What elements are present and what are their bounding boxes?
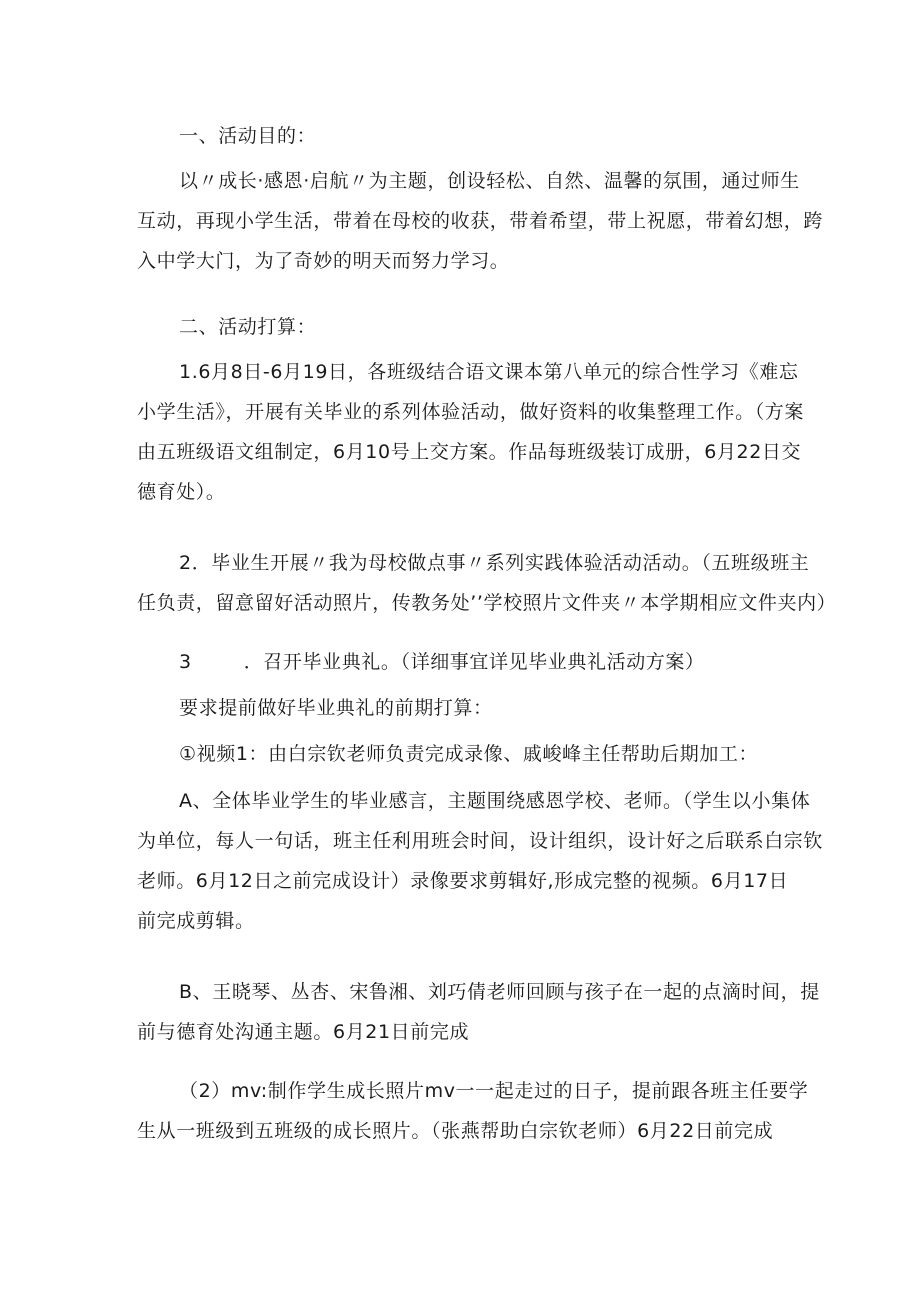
purpose-paragraph — [137, 161, 824, 281]
item3-number: 3 — [179, 651, 192, 673]
itemA-line-3: 老师。6月12日之前完成设计）录像要求剪辑好,形成完整的视频。6月17日 — [137, 870, 789, 892]
purpose-line-2: 互动，再现小学生活，带着在母校的收获，带着希望，带上祝愿，带着幻想，跨 — [137, 210, 824, 232]
video1-text: ①视频1：由白宗钦老师负责完成录像、戚峻峰主任帮助后期加工： — [179, 743, 759, 765]
itemA-line-4: 前完成剪辑。 — [137, 910, 255, 932]
item2-paragraph — [137, 543, 837, 623]
purpose-line-3: 入中学大门，为了奇妙的明天而努力学习。 — [137, 250, 510, 272]
video1-paragraph — [137, 734, 787, 774]
item1-line-4: 德育处）。 — [137, 481, 226, 503]
item2-line-2: 任负责，留意留好活动照片，传教务处’’学校照片文件夹〃本学期相应文件夹内） — [137, 592, 837, 614]
purpose-line-1: 以〃成长·感恩·启航〃为主题，创设轻松、自然、温馨的氛围，通过师生 — [179, 170, 800, 192]
item1-line-3: 由五班级语文组制定，6月10号上交方案。作品每班级装订成册，6月22日交 — [137, 441, 802, 463]
itemA-line-1: A、全体毕业学生的毕业感言，主题围绕感恩学校、老师。（学生以小集体 — [179, 790, 811, 812]
item2-line-1: 2．毕业生开展〃我为母校做点事〃系列实践体验活动活动。（五班级班主 — [179, 552, 810, 574]
section1-heading — [137, 116, 787, 156]
prep-heading-text: 要求提前做好毕业典礼的前期打算： — [179, 697, 493, 719]
itemA-line-2: 为单位，每人一句话，班主任利用班会时间，设计组织，设计好之后联系白宗钦 — [137, 830, 824, 852]
item1-line-1: 1.6月8日-6月19日，各班级结合语文课本第八单元的综合性学习《难忘 — [179, 361, 799, 383]
itemB-line-1: B、王晓琴、丛杏、宋鲁湘、刘巧倩老师回顾与孩子在一起的点滴时间，提 — [179, 981, 820, 1003]
item3-text: ．召开毕业典礼。（详细事宜详见毕业典礼活动方案） — [243, 651, 705, 673]
item1-line-2: 小学生活》，开展有关毕业的系列体验活动，做好资料的收集整理工作。（方案 — [137, 401, 805, 423]
item-mv-line-2: 生从一班级到五班级的成长照片。（张燕帮助白宗钦老师）6月22日前完成 — [137, 1120, 774, 1142]
itemA-paragraph — [137, 781, 824, 941]
section2-heading-text: 二、活动打算： — [179, 316, 317, 338]
prep-heading — [137, 688, 787, 728]
item3-paragraph — [137, 642, 787, 682]
itemB-line-2: 前与德育处沟通主题。6月21日前完成 — [137, 1021, 470, 1043]
item3-line — [137, 642, 787, 682]
itemB-paragraph — [137, 972, 820, 1052]
item1-paragraph — [137, 352, 805, 512]
section1-heading-text: 一、活动目的： — [179, 125, 317, 147]
section2-heading — [137, 307, 787, 347]
item-mv-line-1: （2）mv:制作学生成长照片mv一一起走过的日子，提前跟各班主任要学 — [179, 1080, 809, 1102]
item-mv-paragraph — [137, 1071, 809, 1151]
